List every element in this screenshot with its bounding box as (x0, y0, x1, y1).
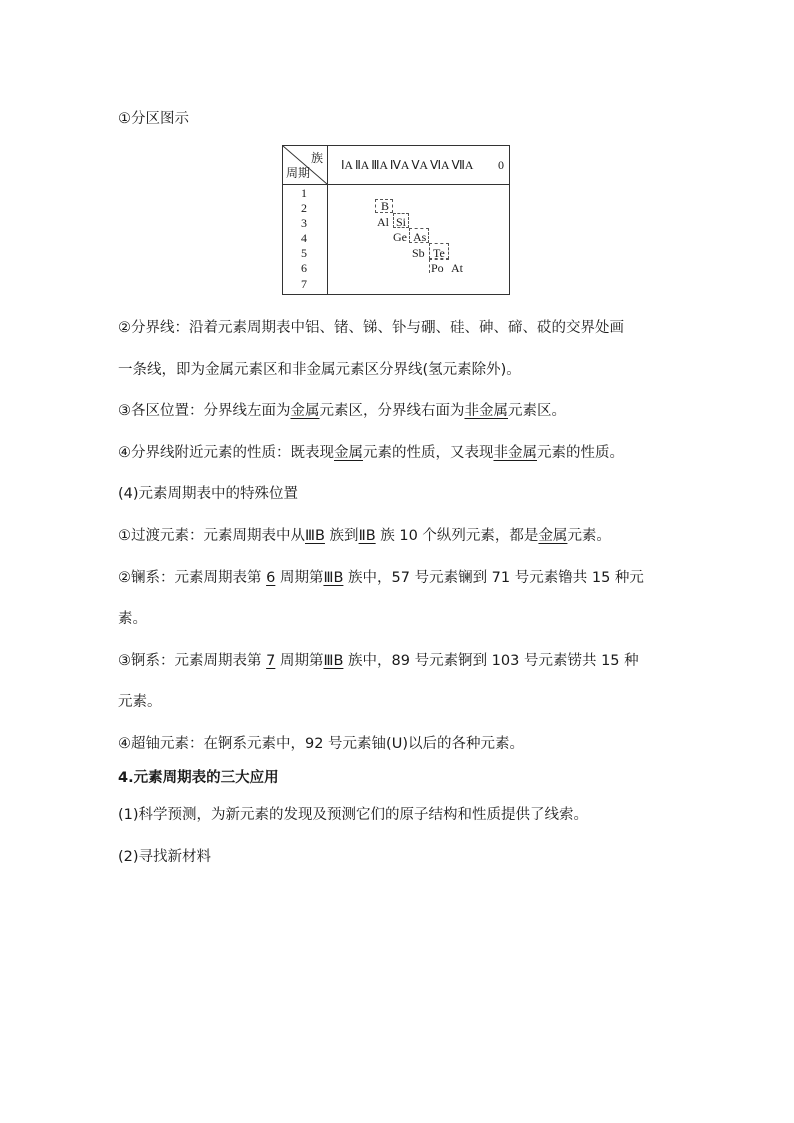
text: 周期第 (275, 570, 324, 586)
text: 元素的性质。 (537, 445, 624, 461)
paragraph-actinides-cont: 元素。 (118, 694, 162, 710)
paragraph-boundary-line: ②分界线：沿着元素周期表中铝、锗、锑、钋与硼、硅、砷、碲、砹的交界处画 (118, 320, 624, 336)
period-label: 5 (301, 246, 307, 260)
corner-label-period: 周期 (286, 166, 311, 180)
text: 族中，89 号元素锕到 103 号元素铹共 15 种 (343, 653, 639, 669)
period-column (283, 184, 328, 294)
answer-blank: ⅢB (305, 528, 325, 544)
text: 元素。 (567, 528, 611, 544)
text: 周期第 (275, 653, 324, 669)
answer-blank: ⅢB (323, 570, 344, 586)
paragraph-application-2: (2)寻找新材料 (118, 849, 212, 865)
paragraph-lanthanides (118, 568, 644, 588)
text: ③锕系：元素周期表第 (118, 653, 267, 669)
text: 元素区。 (508, 403, 566, 419)
section-heading-applications: 4.元素周期表的三大应用 (118, 770, 279, 786)
element-symbol: B (381, 199, 390, 213)
answer-blank: 金属 (290, 403, 320, 419)
paragraph-boundary-properties (118, 443, 624, 463)
answer-blank: 7 (266, 653, 276, 669)
element-symbol: Po (431, 261, 444, 275)
group-zero-label: 0 (498, 158, 504, 172)
period-label: 2 (301, 201, 307, 215)
text: ④分界线附近元素的性质：既表现 (118, 445, 334, 461)
paragraph-boundary-line-cont: 一条线，即为金属元素区和非金属元素区分界线(氢元素除外)。 (118, 362, 521, 378)
answer-blank: 非金属 (464, 403, 508, 419)
section-heading-zone-diagram: ①分区图示 (118, 111, 189, 127)
answer-blank: 6 (266, 570, 276, 586)
text: 族中，57 号元素镧到 71 号元素镥共 15 种元 (343, 570, 644, 586)
corner-label-group: 族 (310, 151, 323, 165)
diagram-corner-cell (283, 146, 328, 184)
paragraph-transition-elements (118, 526, 611, 546)
period-label: 4 (301, 231, 307, 245)
answer-blank: 金属 (538, 528, 568, 544)
answer-blank: 非金属 (493, 445, 537, 461)
element-symbol: Sb (412, 246, 425, 260)
answer-blank: ⅢB (323, 653, 344, 669)
element-symbol: Te (433, 246, 445, 260)
section-heading-special-positions: (4)元素周期表中的特殊位置 (118, 486, 299, 502)
element-symbol: Ge (393, 230, 407, 244)
answer-blank: ⅡB (358, 528, 376, 544)
period-label: 7 (301, 277, 307, 291)
text: 元素区，分界线右面为 (319, 403, 465, 419)
paragraph-transuranium: ④超铀元素：在锕系元素中，92 号元素铀(U)以后的各种元素。 (118, 736, 524, 752)
paragraph-application-1: (1)科学预测，为新元素的发现及预测它们的原子结构和性质提供了线索。 (118, 807, 589, 823)
element-symbol: At (451, 261, 463, 275)
periodic-zone-diagram (282, 145, 510, 295)
text: 元素的性质，又表现 (363, 445, 494, 461)
element-symbol: As (413, 230, 427, 244)
period-label: 3 (301, 216, 307, 230)
paragraph-zone-position (118, 401, 566, 421)
paragraph-lanthanides-cont: 素。 (118, 611, 147, 627)
element-symbol: Al (377, 215, 389, 229)
period-label: 6 (301, 261, 307, 275)
text: ③各区位置：分界线左面为 (118, 403, 291, 419)
element-symbol: Si (396, 215, 407, 229)
period-label: 1 (301, 186, 307, 200)
text: 族 10 个纵列元素，都是 (375, 528, 539, 544)
paragraph-actinides (118, 651, 639, 671)
text: ②镧系：元素周期表第 (118, 570, 267, 586)
group-labels: ⅠA ⅡA ⅢA ⅣA ⅤA ⅥA ⅦA (341, 158, 474, 172)
answer-blank: 金属 (334, 445, 363, 461)
diagram-header-row (283, 146, 509, 185)
text: ①过渡元素：元素周期表中从 (118, 528, 305, 544)
text: 族到 (324, 528, 359, 544)
